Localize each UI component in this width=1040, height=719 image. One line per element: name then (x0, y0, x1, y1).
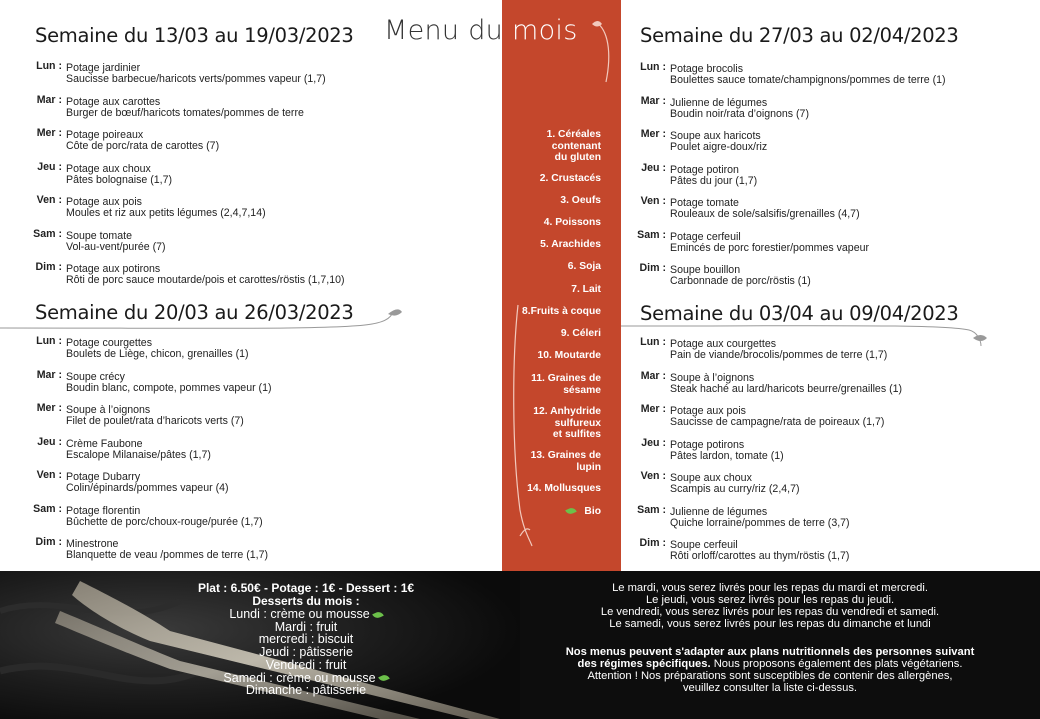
allergen-item (502, 483, 601, 495)
soup-label: Potage brocolis (670, 63, 744, 75)
main-dish-label: Emincés de porc forestier/pommes vapeur (670, 241, 870, 254)
soup-label: Julienne de légumes (670, 505, 768, 518)
soup-label: Potage aux courgettes (670, 338, 777, 350)
allergen-text: 6. Soja (567, 261, 601, 272)
soup-label: Potage potirons (670, 438, 745, 451)
leaf-icon (566, 506, 578, 516)
allergen-item (502, 129, 601, 164)
day-name: Mer : (640, 128, 666, 140)
soup-label: Potage aux choux (66, 162, 151, 175)
main-dish-label: Boulettes sauce tomate/champignons/pommes de terre (1) (670, 74, 946, 86)
day-name: Jeu : (641, 436, 666, 449)
allergen-text: 5. Arachides (540, 239, 601, 250)
soup-label: Potage aux carottes (66, 95, 161, 108)
delivery-line: Le mardi, vous serez livrés pour les repas du mardi et mercredi. (612, 582, 928, 594)
day-name: Mar : (640, 94, 666, 107)
allergen-text: 13. Graines de (530, 450, 601, 461)
soup-label: Potage courgettes (66, 337, 152, 349)
dessert-text: Jeudi : pâtisserie (259, 645, 353, 660)
allergen-text: 2. Crustacés (539, 173, 601, 184)
main-dish-label: Boudin noir/rata d’oignons (7) (670, 107, 809, 120)
allergen-text: 8.Fruits à coque (522, 306, 601, 317)
day-name: Lun : (36, 60, 62, 72)
allergen-item (502, 195, 601, 207)
soup-label: Potage aux pois (670, 405, 746, 417)
notice-line: Nos menus peuvent s'adapter aux plans nutritionnels des personnes suivant (565, 646, 975, 658)
soup-label: Soupe tomate (66, 229, 132, 242)
dessert-text: Vendredi : fruit (265, 657, 347, 672)
day-name: Jeu : (37, 435, 62, 448)
allergen-item (502, 350, 601, 362)
main-dish-label: Filet de poulet/rata d’haricots verts (7) (66, 415, 244, 427)
allergen-text: 12. Anhydride (533, 406, 601, 417)
soup-label: Potage poireaux (66, 129, 144, 141)
delivery-line: Le jeudi, vous serez livrés pour les repas du jeudi. (645, 594, 895, 606)
main-dish-label: Bûchette de porc/choux-rouge/purée (1,7) (66, 515, 263, 528)
day-name: Dim : (35, 536, 62, 548)
main-dish-label: Pâtes du jour (1,7) (670, 174, 758, 187)
day-name: Mar : (36, 93, 62, 106)
main-dish-label: Moules et riz aux petits légumes (2,4,7,14) (66, 207, 266, 219)
soup-label: Minestrone (66, 538, 119, 550)
day-name: Mer : (36, 402, 62, 414)
divider-line (621, 318, 1040, 353)
main-dish-label: Carbonnade de porc/röstis (1) (670, 275, 811, 287)
allergen-text: 11. Graines de (531, 373, 601, 384)
day-name: Ven : (36, 194, 62, 206)
day-name: Ven : (36, 469, 62, 481)
soup-label: Potage aux potirons (66, 263, 161, 275)
day-name: Jeu : (37, 160, 62, 173)
allergen-item (502, 328, 601, 340)
divider-line (0, 300, 410, 335)
page-title: Menu du mois (384, 15, 578, 46)
leaf-icon (378, 673, 390, 683)
allergen-text: 9. Céleri (560, 328, 601, 339)
allergen-text: 10. Moutarde (537, 350, 601, 361)
dessert-line (190, 684, 422, 697)
day-name: Mar : (640, 369, 666, 382)
notice-line: des régimes spécifiques. Nous proposons également des plats végétariens. (577, 658, 963, 670)
day-name: Lun : (640, 336, 666, 348)
swirl-icon (582, 16, 618, 96)
week-title: Semaine du 03/04 au 09/04/2023 (640, 302, 959, 325)
allergen-text: 7. Lait (571, 284, 601, 295)
week-title: Semaine du 13/03 au 19/03/2023 (35, 24, 354, 47)
delivery-line: Le vendredi, vous serez livrés pour les repas du vendredi et samedi. (600, 606, 940, 618)
day-name: Lun : (640, 61, 666, 73)
allergen-item (502, 173, 601, 185)
allergen-text: et sulfites (552, 429, 601, 440)
main-dish-label: Blanquette de veau /pommes de terre (1,7) (66, 549, 268, 561)
day-name: Mer : (640, 403, 666, 415)
main-dish-label: Burger de bœuf/haricots tomates/pommes de terre (66, 106, 304, 119)
soup-label: Julienne de légumes (670, 96, 768, 109)
soup-label: Soupe bouillon (670, 264, 741, 276)
allergen-item (502, 406, 601, 441)
main-dish-label: Vol-au-vent/purée (7) (66, 240, 166, 253)
allergen-text: 14. Mollusques (527, 483, 601, 494)
delivery-line: Le samedi, vous serez livrés pour les repas du dimanche et lundi (609, 618, 931, 630)
day-name: Sam : (637, 228, 666, 241)
soup-label: Potage aux pois (66, 196, 142, 208)
leaf-icon (372, 610, 384, 620)
allergen-text: lupin (576, 461, 601, 473)
soup-label: Soupe crécy (66, 370, 125, 383)
allergen-text: 4. Poissons (543, 217, 601, 228)
main-dish-label: Colin/épinards/pommes vapeur (4) (66, 482, 229, 494)
main-dish-label: Escalope Milanaise/pâtes (1,7) (66, 448, 211, 461)
main-dish-label: Pâtes lardon, tomate (1) (670, 449, 784, 462)
soup-label: Potage potiron (670, 163, 739, 176)
allergen-text: sulfureux (554, 417, 601, 429)
soup-label: Potage florentin (66, 504, 141, 517)
allergen-item (502, 506, 601, 518)
soup-label: Soupe à l’oignons (670, 371, 755, 384)
week-title: Semaine du 20/03 au 26/03/2023 (35, 301, 354, 324)
day-name: Mar : (36, 368, 62, 381)
footer (0, 571, 1040, 719)
main-dish-label: Saucisse barbecue/haricots verts/pommes vapeur (1,7) (66, 73, 326, 85)
allergen-item (502, 239, 601, 251)
day-name: Sam : (33, 227, 62, 240)
main-dish-label: Scampis au curry/riz (2,4,7) (670, 483, 800, 495)
main-dish-label: Steak haché au lard/haricots beurre/grenailles (1) (670, 382, 903, 395)
day-name: Ven : (640, 470, 666, 482)
day-name: Lun : (36, 335, 62, 347)
main-dish-label: Côte de porc/rata de carottes (7) (66, 140, 220, 152)
allergen-text: contenant (551, 140, 601, 152)
dessert-text: Dimanche : pâtisserie (245, 683, 367, 698)
day-name: Dim : (35, 261, 62, 273)
allergen-text: 1. Céréales (546, 129, 601, 140)
main-dish-label: Pain de viande/brocolis/pommes de terre (1,7) (670, 349, 888, 361)
allergen-text: 3. Oeufs (560, 195, 601, 206)
soup-label: Soupe aux choux (670, 472, 752, 484)
main-dish-label: Saucisse de campagne/rata de poireaux (1,7) (670, 416, 885, 428)
dessert-text: Lundi : crème ou mousse (229, 607, 370, 621)
main-dish-label: Rôti de porc sauce moutarde/pois et carottes/röstis (1,7,10) (66, 274, 345, 286)
main-dish-label: Rôti orloff/carottes au thym/röstis (1,7) (670, 550, 850, 562)
allergen-item (502, 450, 601, 473)
main-dish-label: Rouleaux de sole/salsifis/grenailles (4,7) (670, 208, 860, 220)
soup-label: Potage tomate (670, 197, 739, 209)
week-title: Semaine du 27/03 au 02/04/2023 (640, 24, 959, 47)
soup-label: Soupe à l’oignons (66, 404, 151, 416)
soup-label: Soupe aux haricots (670, 130, 761, 142)
allergen-item (502, 306, 601, 318)
price-line: Plat : 6.50€ - Potage : 1€ - Dessert : 1€ (197, 581, 415, 595)
day-name: Jeu : (641, 161, 666, 174)
dessert-text: mercredi : biscuit (258, 632, 354, 647)
allergen-text: sésame (563, 384, 601, 396)
allergen-item (502, 373, 601, 396)
soup-label: Crème Faubone (66, 437, 143, 450)
allergen-text: Bio (584, 506, 601, 517)
main-dish-label: Boudin blanc, compote, pommes vapeur (1) (66, 381, 272, 394)
day-name: Mer : (36, 127, 62, 139)
notice-line: Attention ! Nos préparations sont susceptibles de contenir des allergènes, (587, 670, 953, 682)
day-name: Ven : (640, 195, 666, 207)
main-dish-label: Boulets de Liège, chicon, grenailles (1) (66, 348, 249, 360)
main-dish-label: Quiche lorraine/pommes de terre (3,7) (670, 516, 850, 529)
soup-label: Potage cerfeuil (670, 230, 741, 243)
main-dish-label: Pâtes bolognaise (1,7) (66, 173, 173, 186)
soup-label: Potage Dubarry (66, 471, 141, 483)
soup-label: Potage jardinier (66, 62, 141, 74)
day-name: Sam : (637, 503, 666, 516)
allergen-item (502, 261, 601, 273)
allergen-text: du gluten (554, 152, 601, 163)
dessert-text: Mardi : fruit (274, 619, 338, 634)
soup-label: Soupe cerfeuil (670, 539, 738, 551)
allergen-item (502, 284, 601, 296)
dessert-text: Samedi : crème ou mousse (223, 670, 376, 685)
desserts-title: Desserts du mois : (252, 594, 360, 608)
day-name: Dim : (639, 537, 666, 549)
day-name: Dim : (639, 262, 666, 274)
notice-line: veuillez consulter la liste ci-dessus. (682, 682, 858, 694)
day-name: Sam : (33, 502, 62, 515)
allergen-item (502, 217, 601, 229)
main-dish-label: Poulet aigre-doux/riz (670, 141, 768, 153)
